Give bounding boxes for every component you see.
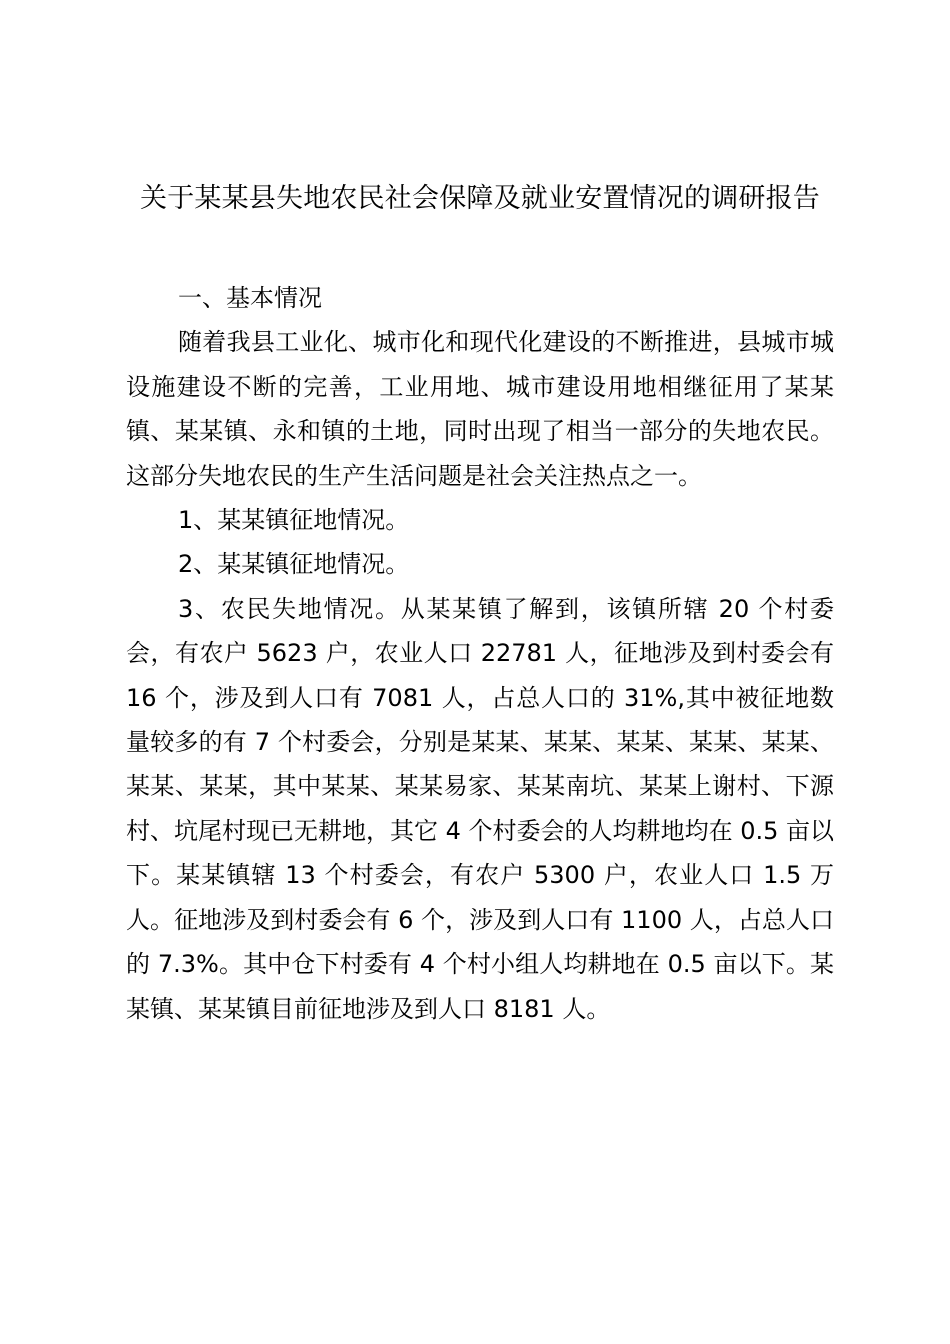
- document-title: 关于某某县失地农民社会保障及就业安置情况的调研报告: [140, 183, 820, 214]
- document-body: [126, 276, 834, 1031]
- paragraph-item-2: 2、某某镇征地情况。: [178, 550, 410, 579]
- paragraph-background: 随着我县工业化、城市化和现代化建设的不断推进，县城市城设施建设不断的完善，工业用地、城市建设用地相继征用了某某镇、某某镇、永和镇的土地，同时出现了相当一部分的失地农民。这部分失地农民的生产生活问题是社会关注热点之一。: [126, 328, 834, 490]
- paragraph-item-3: 3、农民失地情况。从某某镇了解到，该镇所辖 20 个村委会，有农户 5623 户，农业人口 22781 人，征地涉及到村委会有 16 个，涉及到人口有 7081 人，占总人口的 31%,其中被征地数量较多的有 7 个村委会，分别是某某、某某、某某、某某、某某、某某、某某，其中某某、某某易家、某某南坑、某某上谢村、下源村、坑尾村现已无耕地，其它 4 个村委会的人均耕地均在 0.5 亩以下。某某镇辖 13 个村委会，有农户 5300 户，农业人口 1.5 万人。征地涉及到村委会有 6 个，涉及到人口有 1100 人，占总人口的 7.3%。其中仓下村委有 4 个村小组人均耕地在 0.5 亩以下。某某镇、某某镇目前征地涉及到人口 8181 人。: [126, 594, 834, 1023]
- section-heading-basic-situation: 一、基本情况: [178, 284, 322, 312]
- paragraph-item-1: 1、某某镇征地情况。: [178, 506, 410, 535]
